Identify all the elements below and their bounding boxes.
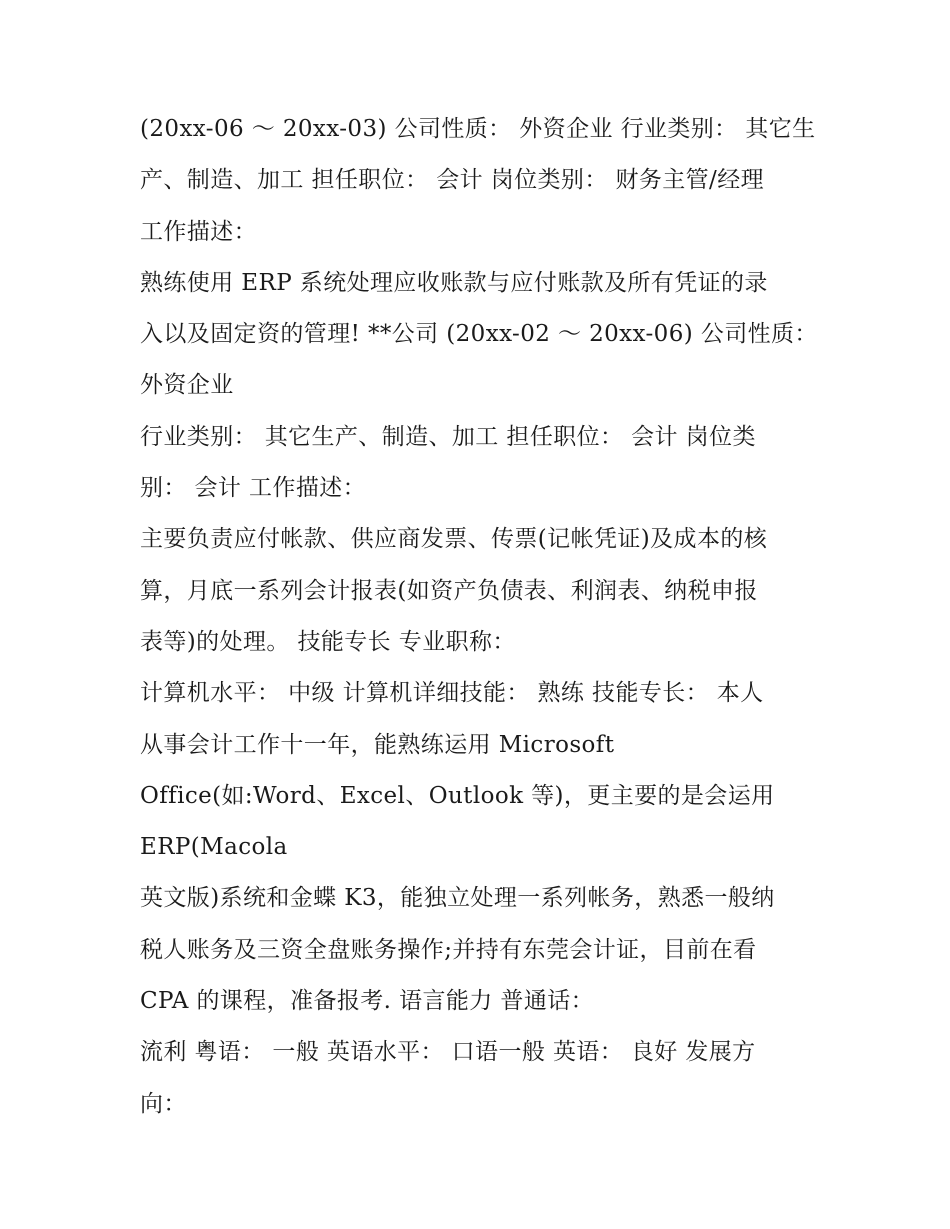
text-line: 产、制造、加工 担任职位： 会计 岗位类别： 财务主管/经理 bbox=[140, 167, 764, 194]
text-line: 表等)的处理。 技能专长 专业职称： bbox=[140, 628, 516, 655]
resume-text-block bbox=[140, 104, 820, 1130]
text-line: 计算机水平： 中级 计算机详细技能： 熟练 技能专长： 本人 bbox=[140, 680, 764, 707]
text-line: 主要负责应付帐款、供应商发票、传票(记帐凭证)及成本的核 bbox=[140, 526, 768, 553]
text-line: 熟练使用 ERP 系统处理应收账款与应付账款及所有凭证的录 bbox=[140, 269, 768, 296]
text-line: 算，月底一系列会计报表(如资产负债表、利润表、纳税申报 bbox=[140, 577, 758, 604]
text-line: 行业类别： 其它生产、制造、加工 担任职位： 会计 岗位类 bbox=[140, 423, 756, 450]
text-line: 入以及固定资的管理! **公司 (20xx-02 ～ 20xx-06) 公司性质： bbox=[140, 321, 818, 348]
text-line: Office(如:Word、Excel、Outlook 等)，更主要的是会运用 bbox=[140, 782, 775, 809]
text-line: 向： bbox=[140, 1090, 187, 1117]
text-line: (20xx-06 ～ 20xx-03) 公司性质： 外资企业 行业类别： 其它生 bbox=[140, 116, 816, 142]
text-line: 从事会计工作十一年，能熟练运用 Microsoft bbox=[140, 731, 615, 758]
text-line: 别： 会计 工作描述： bbox=[140, 475, 367, 502]
text-line: 工作描述： bbox=[140, 218, 257, 245]
text-line: 英文版)系统和金蝶 K3，能独立处理一系列帐务，熟悉一般纳 bbox=[140, 885, 775, 912]
text-line: 外资企业 bbox=[140, 372, 234, 399]
text-line: 流利 粤语： 一般 英语水平： 口语一般 英语： 良好 发展方 bbox=[140, 1039, 756, 1066]
text-line: ERP(Macola bbox=[140, 834, 288, 861]
text-line: CPA 的课程，准备报考. 语言能力 普通话： bbox=[140, 988, 595, 1015]
text-line: 税人账务及三资全盘账务操作;并持有东莞会计证，目前在看 bbox=[140, 936, 757, 963]
